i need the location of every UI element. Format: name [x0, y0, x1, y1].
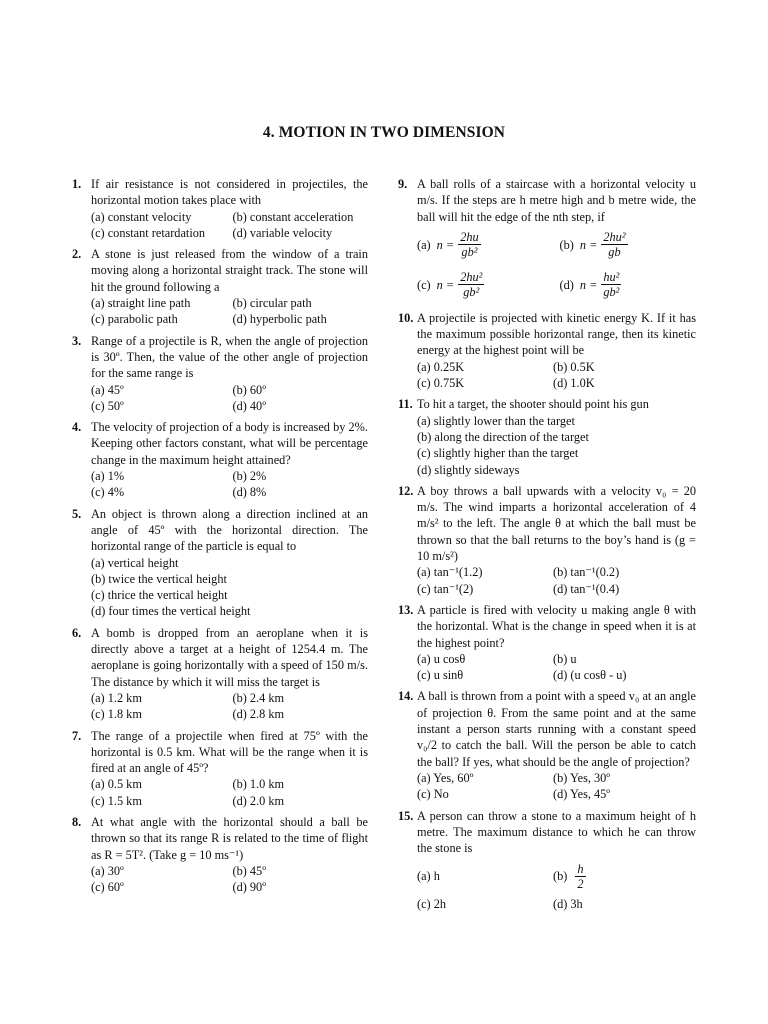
option-b[interactable]	[560, 225, 697, 265]
options	[91, 209, 368, 242]
option-c[interactable]: (c) 4%	[91, 485, 125, 500]
question-number: 12.	[398, 483, 414, 498]
denominator: gb²	[603, 285, 620, 300]
n-equals: n =	[436, 237, 455, 252]
options	[91, 555, 368, 620]
question-stem: A stone is just released from the window of a train moving along a horizontal straight track. The stone will hit the ground following a	[91, 247, 368, 294]
option-d[interactable]: (d) 2.0 km	[232, 793, 285, 808]
option-d[interactable]	[560, 265, 697, 305]
option-c[interactable]: (c) 1.8 km	[91, 707, 142, 722]
question-10	[398, 310, 696, 391]
n-equals: n =	[579, 277, 598, 292]
option-c[interactable]: (c) u sinθ	[417, 668, 464, 683]
question-stem: A ball is thrown from a point with a speed v₀ at an angle of projection θ. From the same point and at the same instant a person starts running with a constant speed v₀/2 to catch the ball. Will the person be able to catch the ball? If yes, what should be the angle of projection?	[417, 689, 696, 769]
option-d[interactable]: (d) (u cosθ - u)	[553, 668, 627, 683]
option-c[interactable]: (c) constant retardation	[91, 225, 206, 240]
options	[417, 856, 696, 912]
question-9	[398, 176, 696, 305]
option-b[interactable]: (b) circular path	[232, 296, 312, 311]
option-b[interactable]: (b) 60º	[232, 382, 267, 397]
option-c[interactable]: (c) 2h	[417, 897, 447, 912]
question-number: 10.	[398, 310, 414, 325]
question-stem: A person can throw a stone to a maximum height of h metre. The maximum distance to which he can throw the stone is	[417, 808, 696, 856]
option-a[interactable]: (a) straight line path	[91, 296, 191, 311]
left-column	[72, 176, 368, 900]
numerator: 2hu	[460, 230, 479, 245]
option-d[interactable]: (d) variable velocity	[232, 225, 333, 240]
option-a[interactable]: (a) 0.25K	[417, 359, 465, 374]
question-6	[72, 625, 368, 723]
question-stem: A bomb is dropped from an aeroplane when it is directly above a target at a height of 1254.4 m. The aeroplane is going horizontally with a speed of 150 m/s. The distance by which it will miss the target is	[91, 625, 368, 689]
fraction	[458, 270, 484, 299]
option-d[interactable]: (d) 8%	[232, 485, 267, 500]
question-12	[398, 483, 696, 597]
option-d[interactable]: (d) 40º	[232, 398, 267, 413]
option-d[interactable]: (d) tan⁻¹(0.4)	[553, 581, 620, 596]
option-a[interactable]: (a) Yes, 60º	[417, 770, 474, 785]
options	[417, 225, 696, 305]
question-2	[72, 246, 368, 327]
options	[417, 770, 696, 803]
option-b[interactable]: (b) 45º	[232, 863, 267, 878]
numerator: h	[577, 861, 584, 876]
denominator: 2	[577, 876, 584, 891]
numerator: 2hu²	[460, 270, 483, 285]
numerator: hu²	[603, 270, 620, 285]
question-number: 2.	[72, 247, 82, 262]
numerator: 2hu²	[603, 230, 626, 245]
option-label: (d)	[559, 277, 574, 292]
option-d[interactable]: (d) 2.8 km	[232, 707, 285, 722]
denominator: gb²	[463, 285, 480, 300]
question-stem: To hit a target, the shooter should point his gun	[417, 397, 649, 412]
option-b[interactable]: (b) constant acceleration	[232, 209, 354, 224]
option-c[interactable]: (c) 1.5 km	[91, 793, 142, 808]
option-c[interactable]	[417, 265, 554, 305]
denominator: gb²	[461, 245, 478, 260]
option-b[interactable]: (b) Yes, 30º	[553, 770, 611, 785]
option-d[interactable]: (d) hyperbolic path	[232, 312, 327, 327]
question-1	[72, 176, 368, 241]
option-b[interactable]: (b) 0.5K	[553, 359, 595, 374]
option-c[interactable]: (c) 60º	[91, 880, 124, 895]
fraction	[601, 270, 621, 299]
question-number: 1.	[72, 177, 82, 191]
question-stem: The range of a projectile when fired at 75º with the horizontal is 0.5 km. What will be the range when it is fired at an angle of 45º?	[91, 728, 368, 776]
option-d[interactable]: (d) Yes, 45º	[553, 787, 611, 802]
option-a[interactable]	[417, 856, 547, 896]
option-a[interactable]: (a) tan⁻¹(1.2)	[417, 565, 483, 580]
option-d[interactable]: (d) 1.0K	[553, 376, 595, 391]
question-stem: An object is thrown along a direction inclined at an angle of 45º with the horizontal direction. The horizontal range of the particle is equal to	[91, 506, 368, 554]
question-stem: At what angle with the horizontal should a ball be thrown so that its range R is related to the time of flight as R = 5T². (Take g = 10 ms⁻¹)	[91, 814, 368, 862]
question-5	[72, 506, 368, 620]
options	[91, 690, 368, 723]
option-d[interactable]: (d) four times the vertical height	[91, 604, 251, 619]
options	[417, 564, 696, 597]
option-a[interactable]: (a) constant velocity	[91, 209, 192, 224]
option-b[interactable]: (b) 2%	[232, 469, 267, 484]
question-14	[398, 688, 696, 802]
option-c[interactable]: (c) No	[417, 787, 449, 802]
question-number: 4.	[72, 420, 82, 435]
option-b[interactable]	[553, 856, 696, 896]
option-b[interactable]: (b) 1.0 km	[232, 777, 285, 792]
option-label: (a)	[417, 237, 431, 252]
question-number: 6.	[72, 625, 82, 640]
question-number: 15.	[398, 808, 414, 823]
question-stem: The velocity of projection of a body is increased by 2%. Keeping other factors constant, what will be percentage change in the maximum height attained?	[91, 420, 368, 467]
question-number: 14.	[398, 689, 414, 704]
options	[91, 382, 368, 415]
question-stem: A particle is fired with velocity u making angle θ with the horizontal. What is the change in speed when it is at the highest point?	[417, 602, 696, 650]
fraction	[458, 230, 480, 259]
fraction	[601, 230, 627, 259]
page-title: 4. MOTION IN TWO DIMENSION	[262, 124, 506, 141]
question-4	[72, 419, 368, 500]
option-label: (a) h	[417, 869, 440, 884]
option-c[interactable]: (c) 50º	[91, 398, 124, 413]
option-d[interactable]: (d) slightly sideways	[417, 462, 520, 477]
options	[91, 863, 368, 896]
n-equals: n =	[436, 277, 455, 292]
options	[91, 295, 368, 328]
n-equals: n =	[579, 237, 598, 252]
fraction	[575, 862, 585, 891]
option-a[interactable]: (a) u cosθ	[417, 651, 466, 666]
options	[417, 359, 696, 392]
option-label: (c)	[417, 277, 431, 292]
question-number: 5.	[72, 506, 82, 521]
right-column	[398, 176, 696, 918]
denominator: gb	[608, 245, 621, 260]
option-c[interactable]: (c) 0.75K	[417, 376, 465, 391]
question-number: 9.	[398, 177, 408, 191]
option-a[interactable]: (a) 1%	[91, 469, 125, 484]
option-c[interactable]: (c) slightly higher than the target	[417, 446, 579, 461]
option-b[interactable]: (b) along the direction of the target	[417, 429, 589, 444]
question-stem: A boy throws a ball upwards with a velocity v₀ = 20 m/s. The wind imparts a horizontal acceleration of 4 m/s² to the left. The angle θ at which the ball must be thrown so that the ball returns to the boy’s hand is (g = 10 m/s²)	[417, 483, 696, 564]
option-b[interactable]: (b) u	[553, 651, 577, 666]
question-stem: Range of a projectile is R, when the angle of projection is 30º. Then, the value of the other angle of projection for the same range is	[91, 333, 368, 381]
options	[91, 468, 368, 501]
question-number: 11.	[398, 397, 413, 412]
options	[417, 651, 696, 684]
question-stem: A projectile is projected with kinetic energy K. If it has the maximum possible horizontal range, then its kinetic energy at the highest point will be	[417, 310, 696, 358]
option-d[interactable]: (d) 90º	[232, 880, 267, 895]
option-b[interactable]: (b) twice the vertical height	[91, 571, 227, 586]
question-3	[72, 333, 368, 414]
option-d[interactable]: (d) 3h	[553, 897, 583, 912]
option-a[interactable]: (a) 1.2 km	[91, 690, 142, 705]
option-b[interactable]: (b) tan⁻¹(0.2)	[553, 565, 620, 580]
option-label: (b)	[553, 869, 568, 884]
options	[417, 413, 696, 478]
question-number: 8.	[72, 814, 82, 829]
question-15	[398, 808, 696, 913]
option-c[interactable]: (c) parabolic path	[91, 312, 178, 327]
question-13	[398, 602, 696, 683]
question-8	[72, 814, 368, 895]
options	[91, 776, 368, 809]
option-a[interactable]	[417, 225, 554, 265]
question-7	[72, 728, 368, 809]
question-number: 3.	[72, 333, 82, 348]
question-11	[398, 396, 696, 477]
option-c[interactable]: (c) tan⁻¹(2)	[417, 581, 474, 596]
option-a[interactable]: (a) vertical height	[91, 555, 179, 570]
option-label: (b)	[559, 237, 574, 252]
option-a[interactable]: (a) 45º	[91, 382, 124, 397]
option-a[interactable]: (a) 30º	[91, 863, 124, 878]
question-stem: If air resistance is not considered in projectiles, the horizontal motion takes place with	[91, 177, 368, 208]
option-b[interactable]: (b) 2.4 km	[232, 690, 285, 705]
question-number: 7.	[72, 728, 82, 743]
option-a[interactable]: (a) slightly lower than the target	[417, 413, 575, 428]
option-c[interactable]: (c) thrice the vertical height	[91, 588, 228, 603]
question-stem: A ball rolls of a staircase with a horizontal velocity u m/s. If the steps are h metre high and b metre wide, the ball will hit the edge of the nth step, if	[417, 177, 696, 224]
question-number: 13.	[398, 602, 414, 617]
option-a[interactable]: (a) 0.5 km	[91, 777, 142, 792]
